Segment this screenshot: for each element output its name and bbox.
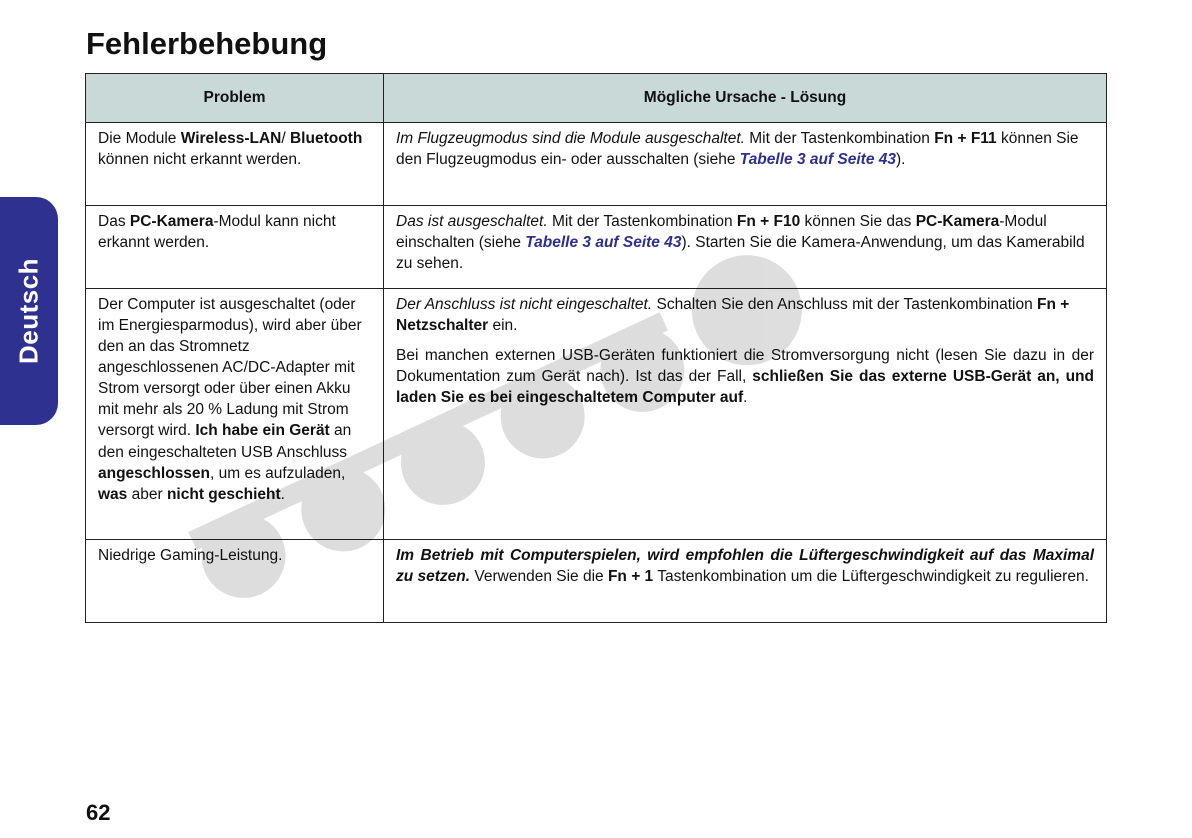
text: Die Module <box>98 130 181 147</box>
key-combo: Fn + F11 <box>934 130 997 147</box>
text-bold: nicht geschieht <box>166 485 281 503</box>
text: aber <box>127 485 167 503</box>
table-header-row <box>86 74 1107 123</box>
text: Das <box>98 213 130 230</box>
text: können Sie das <box>800 213 916 230</box>
text: Mit der Tastenkombination <box>744 130 935 147</box>
text-bold: Ich habe ein Gerät <box>195 422 330 440</box>
text: . <box>280 485 285 503</box>
language-side-tab <box>0 197 58 425</box>
header-problem: Problem <box>86 74 384 123</box>
cause-italic: Im Flugzeugmodus sind die Module ausgeschaltet. <box>396 130 745 147</box>
text-bold: Bluetooth <box>289 130 363 147</box>
text-bold: PC-Kamera <box>129 213 214 230</box>
cause-italic: Der Anschluss ist nicht eingeschaltet. <box>396 296 653 313</box>
text: können Sie den Flugzeugmodus ein- oder ausschalten (siehe <box>396 130 1079 169</box>
table-row <box>86 289 1107 540</box>
text-bold: angeschlossen <box>98 464 210 482</box>
text: , um es aufzuladen, <box>210 464 346 482</box>
table-row <box>86 206 1107 289</box>
solution-cell <box>384 206 1107 289</box>
solution-cell <box>384 540 1107 623</box>
text-bold: was <box>98 485 128 503</box>
page-number: 62 <box>86 800 111 825</box>
text: Tastenkombination um die Lüftergeschwindigkeit zu regulieren. <box>653 568 1089 586</box>
text-bold: PC-Kamera <box>915 213 1000 230</box>
key-combo: Fn + Netzschalter <box>396 296 1070 335</box>
page-title: Fehlerbehebung <box>86 26 328 61</box>
table-row <box>86 123 1107 206</box>
table-reference-link[interactable]: Tabelle 3 auf Seite 43 <box>525 234 682 252</box>
cause-italic: Das ist ausgeschaltet. <box>396 213 548 230</box>
text: / <box>281 130 290 147</box>
text: Niedrige Gaming-Leistung. <box>98 547 283 564</box>
key-combo: Fn + F10 <box>736 213 801 230</box>
text: Der Computer ist ausgeschaltet (oder im Energiesparmodus), wird aber über den an das Stromnetz angeschlossenen AC/DC-Adapter mit Strom versorgt oder über einen Akku mit mehr als 20 % Ladung mit Strom versorgt wird. <box>98 296 362 440</box>
text: -Modul einschalten (siehe <box>396 213 1047 252</box>
text: können nicht erkannt werden. <box>98 151 302 169</box>
text-bold: Wireless-LAN <box>180 130 282 147</box>
solution-cell <box>384 289 1107 540</box>
text: Bei manchen externen USB-Geräten funktioniert die Stromversorgung nicht (lesen Sie dazu in der Dokumentation zum Gerät nach). Ist das der Fall, <box>396 347 1094 386</box>
text: -Modul kann nicht erkannt werden. <box>98 213 336 252</box>
problem-cell <box>86 289 384 540</box>
text: ). <box>896 151 906 169</box>
problem-cell <box>86 206 384 289</box>
text: Verwenden Sie die <box>470 568 608 586</box>
text: Schalten Sie den Anschluss mit der Tastenkombination <box>652 296 1038 313</box>
header-solution: Mögliche Ursache - Lösung <box>384 74 1107 123</box>
problem-cell <box>86 540 384 623</box>
text: . <box>743 389 748 407</box>
table-row <box>86 540 1107 623</box>
text-bold: schließen Sie das externe USB-Gerät an, und laden Sie es bei eingeschaltetem Computer auf <box>396 368 1094 407</box>
text: an den eingeschalteten USB Anschluss <box>98 422 352 461</box>
troubleshooting-table <box>85 73 1107 623</box>
text: ). Starten Sie die Kamera-Anwendung, um das Kamerabild zu sehen. <box>396 234 1085 273</box>
text: ein. <box>488 317 518 335</box>
key-combo: Fn + 1 <box>607 568 654 586</box>
table-reference-link[interactable]: Tabelle 3 auf Seite 43 <box>739 151 897 169</box>
text: Mit der Tastenkombination <box>547 213 737 230</box>
solution-cell <box>384 123 1107 206</box>
cause-bold-italic: Im Betrieb mit Computerspielen, wird empfohlen die Lüftergeschwindigkeit auf das Maximal zu setzen. <box>396 547 1094 586</box>
side-tab-label: Deutsch <box>13 257 44 365</box>
problem-cell <box>86 123 384 206</box>
